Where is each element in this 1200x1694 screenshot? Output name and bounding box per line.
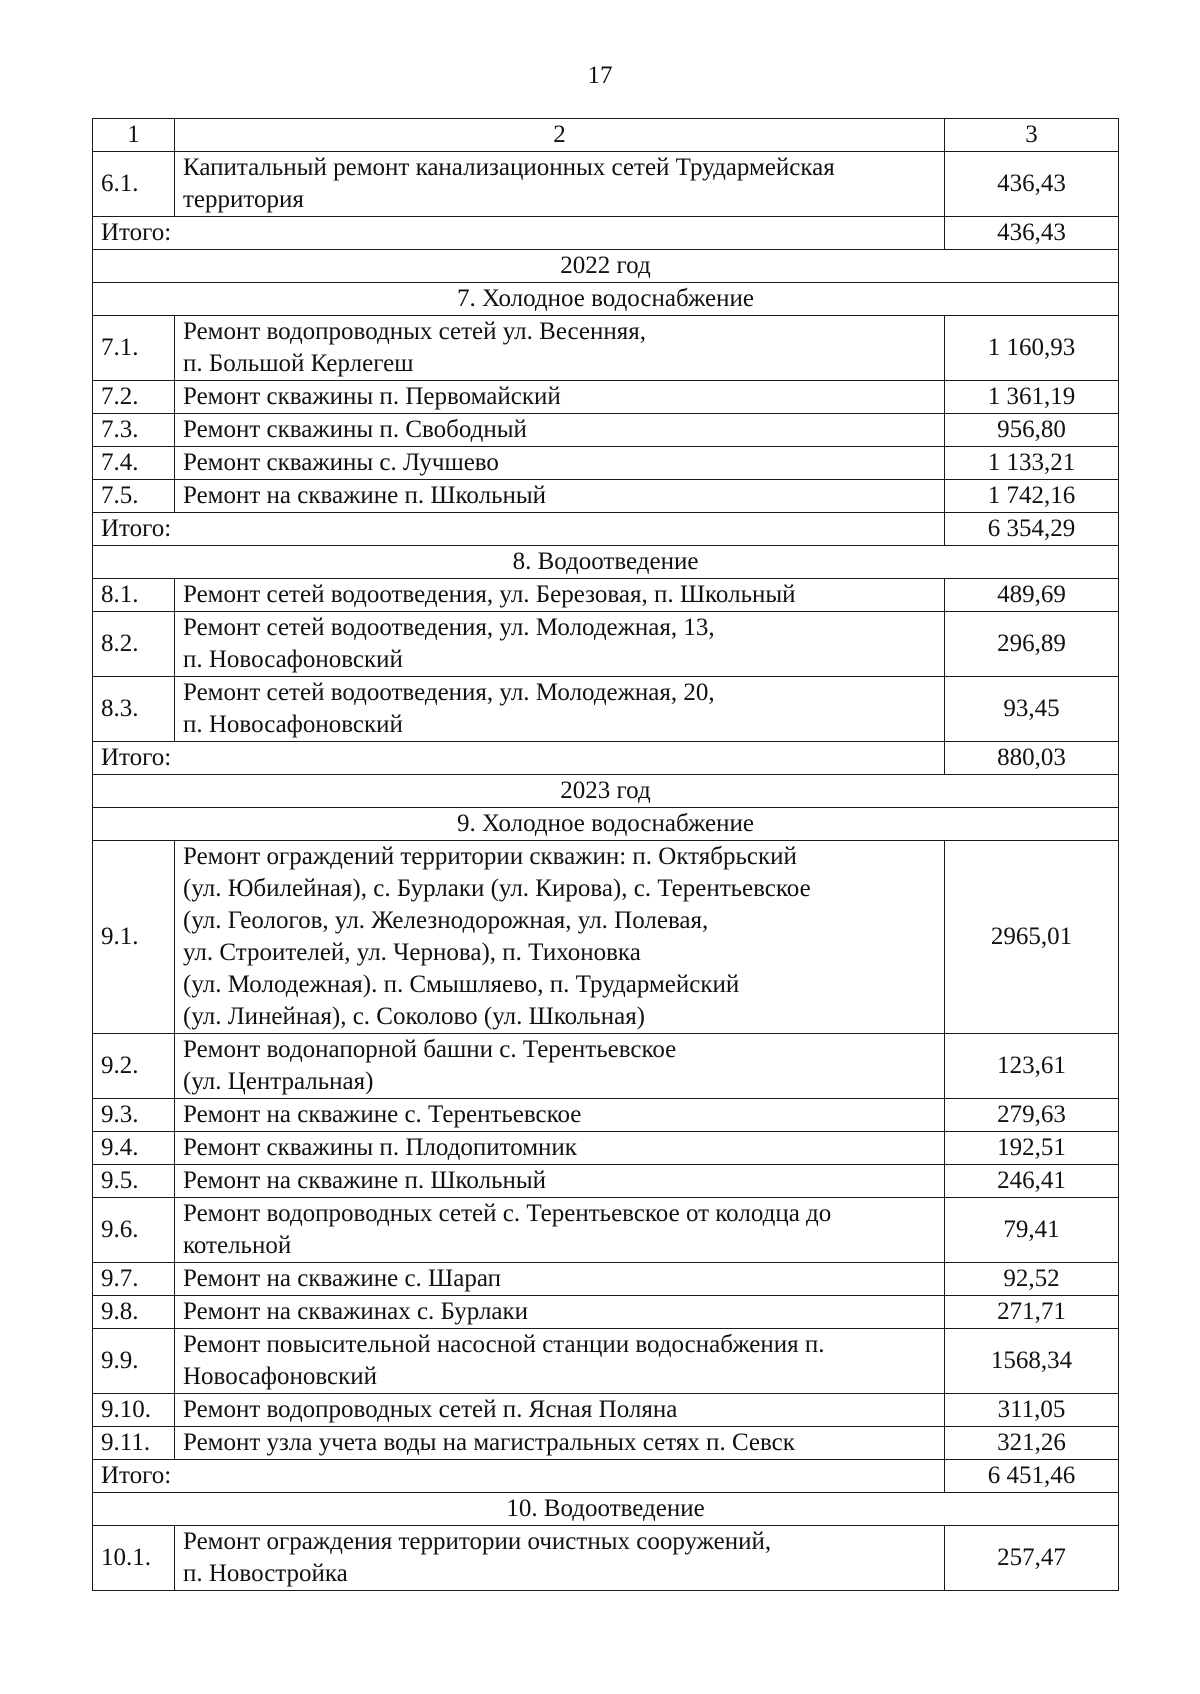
table-row: [93, 1165, 1119, 1198]
total-amount: 6 451,46: [945, 1460, 1119, 1493]
row-number: 7.1.: [93, 316, 175, 381]
row-amount: 2965,01: [945, 841, 1119, 1034]
description-line: территория: [183, 186, 304, 213]
description-line: Новосафоновский: [183, 1363, 378, 1390]
row-description: [175, 1198, 945, 1263]
section-heading: 9. Холодное водоснабжение: [93, 808, 1119, 841]
row-description: [175, 579, 945, 612]
total-amount: 436,43: [945, 217, 1119, 250]
row-amount: 192,51: [945, 1132, 1119, 1165]
section-heading: 2022 год: [93, 250, 1119, 283]
section-heading: 8. Водоотведение: [93, 546, 1119, 579]
row-number: 7.5.: [93, 480, 175, 513]
row-description: [175, 1427, 945, 1460]
table-row: [93, 1526, 1119, 1591]
description-line: п. Новосафоновский: [183, 711, 403, 738]
table-row: [93, 1296, 1119, 1329]
row-amount: 246,41: [945, 1165, 1119, 1198]
description-line: Ремонт ограждения территории очистных сооружений,: [183, 1528, 772, 1555]
description-line: п. Новостройка: [183, 1560, 348, 1587]
row-number: 9.7.: [93, 1263, 175, 1296]
row-number: 9.9.: [93, 1329, 175, 1394]
description-line: ул. Строителей, ул. Чернова), п. Тихоновка: [183, 939, 641, 966]
row-description: [175, 1099, 945, 1132]
table-row: [93, 612, 1119, 677]
row-amount: 1568,34: [945, 1329, 1119, 1394]
description-line: Ремонт ограждений территории скважин: п. Октябрьский: [183, 843, 797, 870]
description-line: котельной: [183, 1232, 292, 1259]
table-row: [93, 447, 1119, 480]
row-description: [175, 152, 945, 217]
section-heading-row: [93, 775, 1119, 808]
row-number: 7.2.: [93, 381, 175, 414]
row-description: [175, 447, 945, 480]
description-line: Капитальный ремонт канализационных сетей Трудармейская: [183, 154, 835, 181]
header-col-2: 2: [175, 119, 945, 152]
section-heading: 2023 год: [93, 775, 1119, 808]
total-row: [93, 513, 1119, 546]
table-row: [93, 677, 1119, 742]
row-description: [175, 1263, 945, 1296]
row-number: 9.2.: [93, 1034, 175, 1099]
row-number: 8.2.: [93, 612, 175, 677]
row-amount: 436,43: [945, 152, 1119, 217]
description-line: Ремонт на скважине с. Терентьевское: [183, 1101, 582, 1128]
row-amount: 956,80: [945, 414, 1119, 447]
table-row: [93, 1263, 1119, 1296]
description-line: Ремонт повысительной насосной станции водоснабжения п.: [183, 1331, 825, 1358]
table-row: [93, 841, 1119, 1034]
header-col-3: 3: [945, 119, 1119, 152]
row-amount: 271,71: [945, 1296, 1119, 1329]
description-line: (ул. Молодежная). п. Смышляево, п. Трудармейский: [183, 971, 740, 998]
description-line: п. Большой Керлегеш: [183, 350, 414, 377]
section-heading: 7. Холодное водоснабжение: [93, 283, 1119, 316]
row-amount: 311,05: [945, 1394, 1119, 1427]
table-row: [93, 152, 1119, 217]
description-line: (ул. Центральная): [183, 1068, 374, 1095]
description-line: Ремонт сетей водоотведения, ул. Молодежная, 20,: [183, 679, 715, 706]
row-description: [175, 612, 945, 677]
description-line: Ремонт сетей водоотведения, ул. Березовая, п. Школьный: [183, 581, 796, 608]
description-line: (ул. Юбилейная), с. Бурлаки (ул. Кирова), с. Терентьевское: [183, 875, 811, 902]
row-amount: 489,69: [945, 579, 1119, 612]
row-number: 8.1.: [93, 579, 175, 612]
table-row: [93, 414, 1119, 447]
row-description: [175, 1296, 945, 1329]
section-heading-row: [93, 808, 1119, 841]
description-line: Ремонт на скважине с. Шарап: [183, 1265, 502, 1292]
row-number: 9.8.: [93, 1296, 175, 1329]
row-amount: 279,63: [945, 1099, 1119, 1132]
row-amount: 1 742,16: [945, 480, 1119, 513]
row-number: 9.4.: [93, 1132, 175, 1165]
description-line: Ремонт скважины п. Свободный: [183, 416, 527, 443]
row-number: 9.10.: [93, 1394, 175, 1427]
table-row: [93, 381, 1119, 414]
table-row: [93, 1394, 1119, 1427]
row-number: 9.3.: [93, 1099, 175, 1132]
description-line: (ул. Линейная), с. Соколово (ул. Школьная): [183, 1003, 646, 1030]
row-amount: 321,26: [945, 1427, 1119, 1460]
row-description: [175, 677, 945, 742]
row-description: [175, 1394, 945, 1427]
table-row: [93, 1034, 1119, 1099]
row-number: 10.1.: [93, 1526, 175, 1591]
row-amount: 92,52: [945, 1263, 1119, 1296]
total-label: Итого:: [93, 1460, 945, 1493]
total-label: Итого:: [93, 513, 945, 546]
header-col-1: 1: [93, 119, 175, 152]
description-line: Ремонт на скважине п. Школьный: [183, 1167, 547, 1194]
row-number: 9.1.: [93, 841, 175, 1034]
row-description: [175, 381, 945, 414]
description-line: Ремонт скважины п. Первомайский: [183, 383, 561, 410]
table-row: [93, 1132, 1119, 1165]
row-number: 7.3.: [93, 414, 175, 447]
row-description: [175, 1526, 945, 1591]
row-amount: 257,47: [945, 1526, 1119, 1591]
description-line: Ремонт водонапорной башни с. Терентьевское: [183, 1036, 677, 1063]
description-line: Ремонт узла учета воды на магистральных сетях п. Севск: [183, 1429, 795, 1456]
description-line: Ремонт скважины с. Лучшево: [183, 449, 499, 476]
table-row: [93, 480, 1119, 513]
description-line: Ремонт водопроводных сетей с. Терентьевское от колодца до: [183, 1200, 832, 1227]
row-amount: 1 133,21: [945, 447, 1119, 480]
row-amount: 123,61: [945, 1034, 1119, 1099]
table-row: [93, 1329, 1119, 1394]
row-amount: 93,45: [945, 677, 1119, 742]
row-number: 7.4.: [93, 447, 175, 480]
total-label: Итого:: [93, 742, 945, 775]
description-line: п. Новосафоновский: [183, 646, 403, 673]
total-label: Итого:: [93, 217, 945, 250]
description-line: Ремонт водопроводных сетей ул. Весенняя,: [183, 318, 647, 345]
total-amount: 880,03: [945, 742, 1119, 775]
description-line: (ул. Геологов, ул. Железнодорожная, ул. Полевая,: [183, 907, 709, 934]
row-amount: 79,41: [945, 1198, 1119, 1263]
table-row: [93, 579, 1119, 612]
row-number: 8.3.: [93, 677, 175, 742]
row-description: [175, 1034, 945, 1099]
row-amount: 296,89: [945, 612, 1119, 677]
row-description: [175, 1329, 945, 1394]
row-description: [175, 841, 945, 1034]
total-row: [93, 217, 1119, 250]
row-description: [175, 1165, 945, 1198]
row-description: [175, 480, 945, 513]
row-description: [175, 1132, 945, 1165]
table-row: [93, 1099, 1119, 1132]
section-heading-row: [93, 283, 1119, 316]
budget-table: [92, 118, 1119, 1591]
table-row: [93, 1427, 1119, 1460]
row-amount: 1 361,19: [945, 381, 1119, 414]
row-amount: 1 160,93: [945, 316, 1119, 381]
section-heading-row: [93, 250, 1119, 283]
table-row: [93, 1198, 1119, 1263]
total-amount: 6 354,29: [945, 513, 1119, 546]
row-number: 9.5.: [93, 1165, 175, 1198]
total-row: [93, 742, 1119, 775]
section-heading-row: [93, 1493, 1119, 1526]
section-heading: 10. Водоотведение: [93, 1493, 1119, 1526]
table-row: [93, 316, 1119, 381]
description-line: Ремонт скважины п. Плодопитомник: [183, 1134, 577, 1161]
description-line: Ремонт водопроводных сетей п. Ясная Поляна: [183, 1396, 678, 1423]
row-description: [175, 316, 945, 381]
row-description: [175, 414, 945, 447]
section-heading-row: [93, 546, 1119, 579]
row-number: 9.11.: [93, 1427, 175, 1460]
description-line: Ремонт на скважинах с. Бурлаки: [183, 1298, 529, 1325]
page-number: 17: [587, 62, 613, 89]
total-row: [93, 1460, 1119, 1493]
table-header-row: [93, 119, 1119, 152]
row-number: 6.1.: [93, 152, 175, 217]
description-line: Ремонт на скважине п. Школьный: [183, 482, 547, 509]
row-number: 9.6.: [93, 1198, 175, 1263]
description-line: Ремонт сетей водоотведения, ул. Молодежная, 13,: [183, 614, 715, 641]
